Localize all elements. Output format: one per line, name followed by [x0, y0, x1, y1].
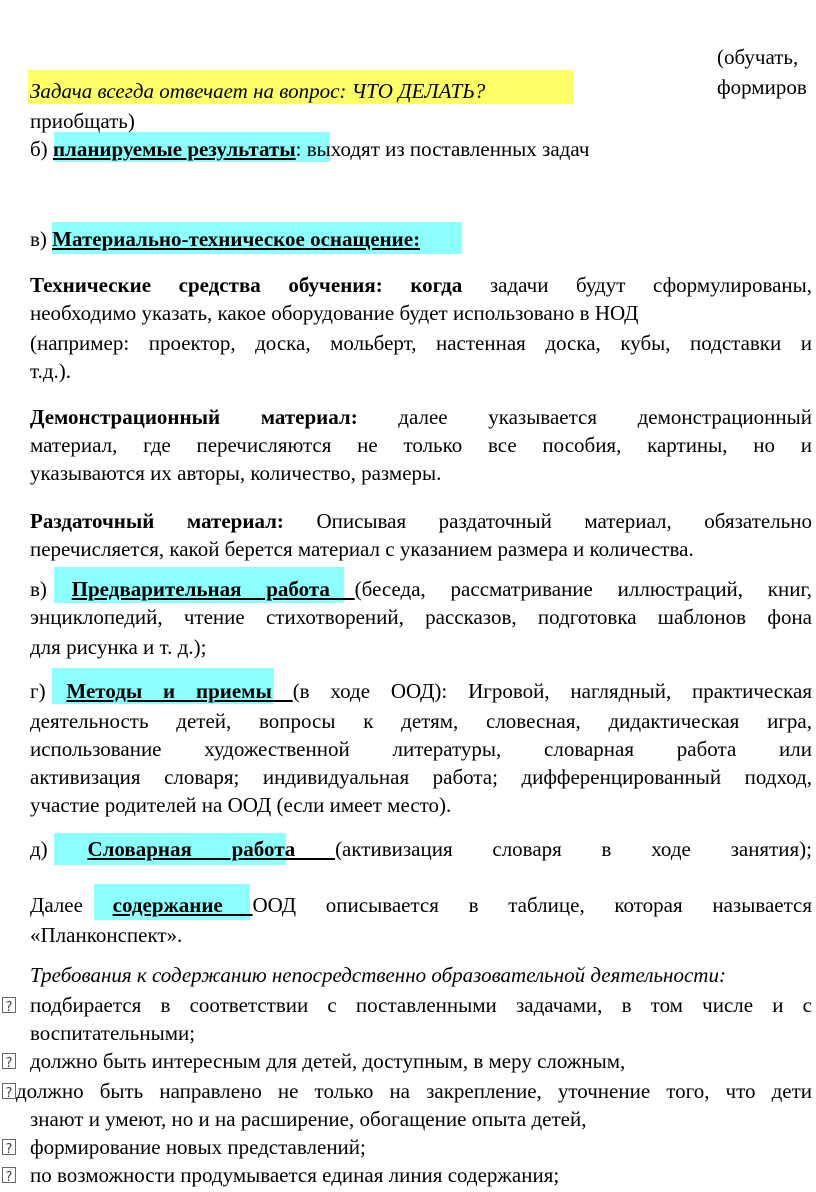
methods-line5: участие родителей на ООД (если имеет место).: [30, 793, 452, 817]
section-b-prefix: б): [30, 137, 53, 161]
req-item-1-line1: подбирается в соответствии с поставленными задачами, в том числе и с: [30, 993, 812, 1017]
top-right-line2: формиров: [717, 75, 807, 99]
prelim-line1-rest: (беседа, рассматривание иллюстраций, книг,: [354, 577, 812, 601]
tech-line1-rest: задачи будут сформулированы,: [462, 273, 812, 297]
prelim-line2: энциклопедий, чтение стихотворений, рассказов, подготовка шаблонов фона: [30, 605, 812, 629]
section-v-prefix: в): [30, 227, 53, 251]
tech-line3: (например: проектор, доска, мольберт, настенная доска, кубы, подставки и: [30, 331, 812, 355]
bullet-marker-icon: ?: [2, 1083, 16, 1099]
tech-line2: необходимо указать, какое оборудование будет использовано в НОД: [30, 301, 639, 325]
top-right-line1: (обучать,: [717, 45, 799, 69]
handout-line1: [30, 508, 812, 534]
vocab-label: Словарная работа: [87, 837, 336, 861]
req-item-3-line2: знают и умеют, но и на расширение, обогащение опыта детей,: [30, 1107, 587, 1131]
handout-label: Раздаточный материал:: [30, 509, 284, 533]
vocab-line1-rest: (активизация словаря в ходе занятия);: [335, 837, 812, 861]
methods-line4: активизация словаря; индивидуальная работа; дифференцированный подход,: [30, 765, 812, 789]
req-item-3-line1: должно быть направлено не только на закрепление, уточнение того, что дети: [16, 1079, 812, 1103]
req-item-2-line1: должно быть интересным для детей, доступным, в меру сложным,: [30, 1049, 626, 1073]
demo-line3: указываются их авторы, количество, размеры.: [30, 461, 442, 485]
methods-prefix: г): [30, 679, 67, 703]
tech-label: Технические средства обучения: когда: [30, 273, 463, 297]
methods-line1: [30, 678, 812, 704]
bullet-marker-icon: ?: [2, 1167, 16, 1183]
prelim-line3: для рисунка и т. д.);: [30, 635, 207, 659]
bullet-marker-icon: ?: [2, 997, 16, 1013]
task-note: Задача всегда отвечает на вопрос: ЧТО ДЕЛАТЬ?: [30, 79, 486, 103]
methods-line1-rest: (в ходе ООД): Игровой, наглядный, практическая: [292, 679, 812, 703]
content-label: содержание: [112, 893, 253, 917]
section-b-line: [30, 136, 589, 162]
prelim-prefix: в): [30, 577, 72, 601]
prelim-label: Предварительная работа: [71, 577, 355, 601]
prelim-line1: [30, 576, 812, 602]
bullet-marker-icon: ?: [2, 1139, 16, 1155]
section-b-label: планируемые результаты: [52, 137, 296, 161]
req-item-4-line1: формирование новых представлений;: [30, 1135, 366, 1159]
methods-line3: использование художественной литературы, словарная работа или: [30, 737, 812, 761]
vocab-prefix: д): [30, 837, 88, 861]
methods-label: Методы и приемы: [66, 679, 293, 703]
req-item-5-line1: по возможности продумывается единая линия содержания;: [30, 1163, 560, 1187]
section-v-line: [30, 226, 420, 252]
demo-line1-rest: далее указывается демонстрационный: [357, 405, 812, 429]
demo-line2: материал, где перечисляются не только все пособия, картины, но и: [30, 433, 812, 457]
task-tail: приобщать): [30, 109, 135, 133]
tech-line4: т.д.).: [30, 359, 72, 383]
content-line2: «Планконспект».: [30, 923, 183, 947]
requirements-heading: Требования к содержанию непосредственно образовательной деятельности:: [30, 963, 726, 987]
demo-line1: [30, 404, 812, 430]
vocab-line1: [30, 836, 812, 862]
handout-line2: перечисляется, какой берется материал с указанием размера и количества.: [30, 537, 694, 561]
content-line1-rest: ООД описывается в таблице, которая называется: [252, 893, 813, 917]
section-v-label: Материально-техническое оснащение:: [52, 227, 421, 251]
content-prefix: Далее: [30, 893, 113, 917]
req-item-1-line2: воспитательными;: [30, 1021, 196, 1045]
handout-line1-rest: Описывая раздаточный материал, обязательно: [283, 509, 812, 533]
tech-line1: [30, 272, 812, 298]
section-b-rest: : выходят из поставленных задач: [295, 137, 590, 161]
bullet-marker-icon: ?: [2, 1053, 16, 1069]
methods-line2: деятельность детей, вопросы к детям, словесная, дидактическая игра,: [30, 709, 812, 733]
demo-label: Демонстрационный материал:: [30, 405, 358, 429]
content-line1: [30, 892, 812, 918]
